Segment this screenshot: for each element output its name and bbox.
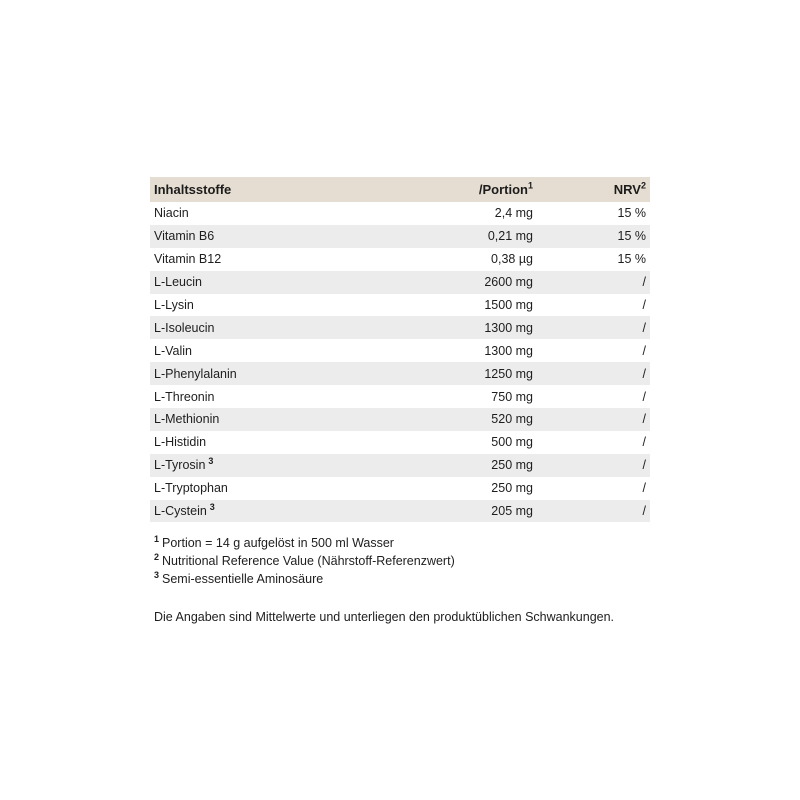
nrv-value: 15 % [617,252,646,267]
ingredient-name: L-Tryptophan [154,481,228,496]
portion-value: 250 mg [491,481,533,496]
table-row [150,477,650,500]
nrv-value: / [642,343,646,358]
table-row [150,431,650,454]
table-row [150,294,650,317]
header-ingredients [150,177,400,202]
ingredient-cell [150,248,400,271]
table-row [150,339,650,362]
ingredient-cell [150,271,400,294]
ingredient-name: L-Methionin [154,412,220,427]
nrv-value: / [642,366,646,381]
ingredient-name: L-Lysin [154,298,194,312]
ingredient-name: L-Threonin [154,389,215,404]
header-nrv-label: NRV [613,182,641,197]
ingredient-name: Niacin [154,206,189,221]
table-body [150,202,650,522]
portion-value: 0,21 mg [487,229,533,244]
ingredient-cell [150,294,400,317]
footnote-mark: 1 [154,534,160,545]
nrv-value: 15 % [617,206,646,221]
table-header [150,177,650,202]
table-row [150,385,650,408]
header-portion [400,177,535,202]
portion-value: 520 mg [491,412,533,427]
ingredient-cell [150,385,400,408]
table-row [150,248,650,271]
ingredient-name: L-Cystein [154,504,207,519]
nrv-value: / [642,504,646,519]
header-nrv [535,177,650,202]
nrv-value: / [642,412,646,427]
table-row [150,408,650,431]
ingredient-cell [150,225,400,248]
ingredient-cell [150,408,400,431]
footnote-mark: 3 [154,570,160,581]
ingredient-name: L-Histidin [154,435,207,450]
ingredient-name: L-Isoleucin [154,320,215,335]
table-row [150,202,650,225]
header-portion-label: /Portion [478,182,528,197]
ingredient-cell [150,202,400,225]
header-nrv-footnote-mark: 2 [640,180,646,191]
footnote-text: Semi-essentielle Aminosäure [162,572,324,587]
nrv-value: / [642,389,646,404]
portion-value: 750 mg [491,389,533,404]
ingredient-name: Vitamin B6 [154,229,215,244]
ingredient-cell [150,477,400,500]
portion-value: 250 mg [491,458,533,473]
footnote-text: Nutritional Reference Value (Nährstoff-Referenzwert) [162,554,455,569]
nutrition-panel [150,177,650,624]
table-row [150,500,650,523]
nrv-value: / [642,298,646,312]
nrv-value: / [642,275,646,290]
nutrition-table [150,177,650,522]
nrv-value: / [642,320,646,335]
ingredient-cell [150,454,400,477]
nrv-value: 15 % [617,229,646,244]
footnote-item [154,534,650,552]
table-row [150,271,650,294]
ingredient-name: Vitamin B12 [154,252,222,267]
ingredient-footnote-mark: 3 [209,501,215,512]
header-portion-footnote-mark: 1 [527,180,533,191]
ingredient-cell [150,316,400,339]
portion-value: 1500 mg [484,298,533,312]
portion-value: 500 mg [491,435,533,450]
disclaimer-text: Die Angaben sind Mittelwerte und unterliegen den produktüblichen Schwankungen. [154,610,615,625]
portion-value: 1300 mg [484,320,533,335]
ingredient-name: L-Tyrosin [154,458,206,473]
nrv-value: / [642,435,646,450]
table-row [150,362,650,385]
portion-value: 2600 mg [484,275,533,290]
footnote-item [154,552,650,570]
nrv-value: / [642,481,646,496]
portion-value: 1300 mg [484,343,533,358]
footnote-mark: 2 [154,552,160,563]
table-row [150,454,650,477]
nrv-value: / [642,458,646,473]
ingredient-cell [150,339,400,362]
footnote-text: Portion = 14 g aufgelöst in 500 ml Wasser [162,536,394,551]
ingredient-name: L-Valin [154,343,192,358]
ingredient-cell [150,500,400,523]
ingredient-name: L-Leucin [154,275,202,290]
header-row [150,177,650,202]
ingredient-cell [150,362,400,385]
footnotes [150,534,650,588]
ingredient-name: L-Phenylalanin [154,366,237,381]
table-row [150,316,650,339]
ingredient-cell [150,431,400,454]
portion-value: 2,4 mg [494,206,533,221]
portion-value: 205 mg [491,504,533,519]
footnote-item [154,570,650,588]
header-ingredients-label: Inhaltsstoffe [154,182,232,197]
portion-value: 1250 mg [484,366,533,381]
ingredient-footnote-mark: 3 [208,456,214,467]
table-row [150,225,650,248]
portion-value: 0,38 µg [491,252,533,267]
